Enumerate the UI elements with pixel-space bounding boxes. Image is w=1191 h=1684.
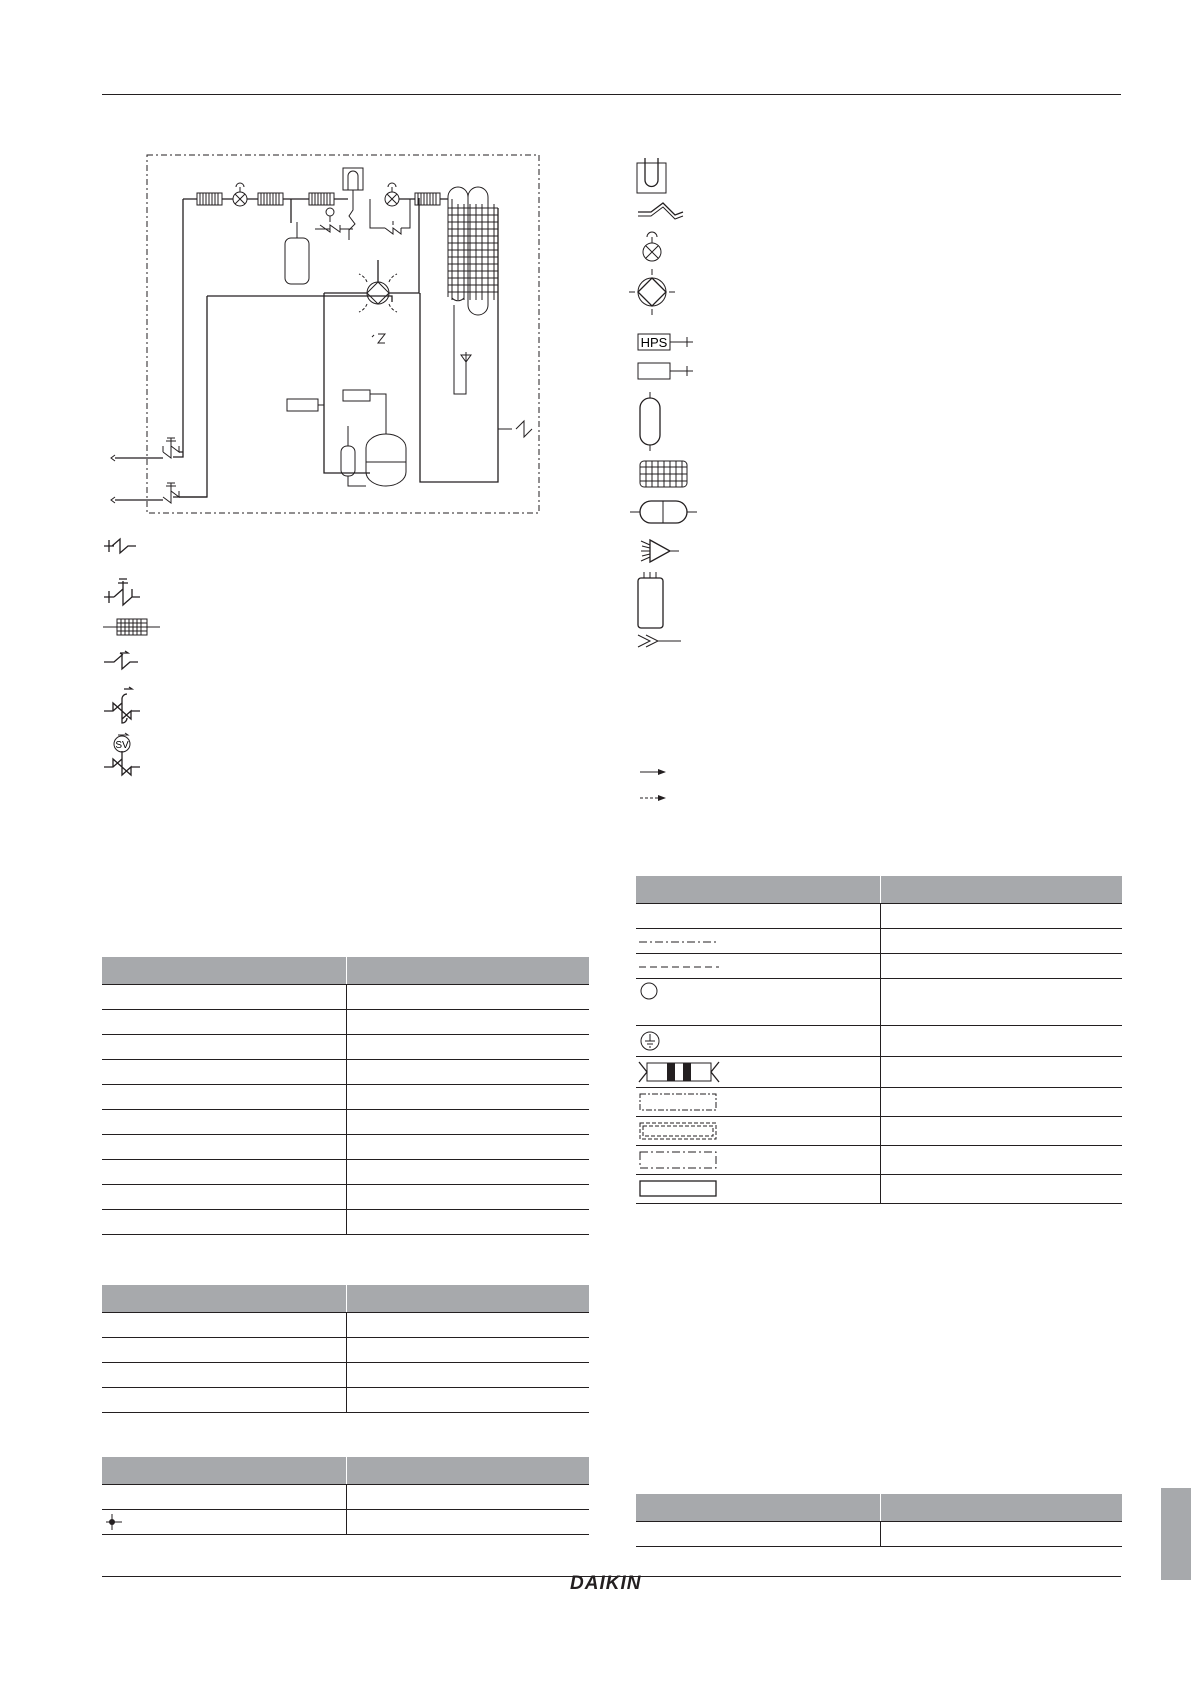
legend-table-2	[102, 1285, 589, 1413]
table-row	[636, 929, 1122, 954]
hps-label: HPS	[640, 335, 668, 350]
capillary-tube-icon	[637, 158, 666, 193]
table-header	[636, 1494, 880, 1522]
table-row	[102, 1210, 589, 1235]
expansion-valve-icon	[643, 232, 661, 261]
four-way-valve-icon	[629, 269, 675, 315]
table-row	[102, 1060, 589, 1085]
legend-table-1	[102, 957, 589, 1235]
table-row	[102, 1185, 589, 1210]
pcb-box-icon	[639, 1180, 719, 1198]
pressure-switch-icon	[638, 334, 693, 350]
option-box-icon	[639, 1122, 719, 1140]
table-row	[102, 1313, 589, 1338]
connector-icon	[639, 1060, 719, 1084]
table-row	[102, 1338, 589, 1363]
table-row	[102, 1510, 589, 1535]
field-supply-box-icon	[639, 1093, 719, 1111]
flare-connection-icon	[638, 635, 681, 647]
table-header	[880, 876, 1122, 904]
capillary-tube-icon	[638, 203, 683, 219]
legend-table-3	[102, 1457, 589, 1535]
table-row	[636, 1146, 1122, 1175]
table-row	[102, 1485, 589, 1510]
table-row	[636, 979, 1122, 1026]
pressure-switch-icon	[638, 363, 693, 379]
table-row	[636, 1088, 1122, 1117]
table-row	[636, 1057, 1122, 1088]
table-row	[102, 1388, 589, 1413]
table-row	[636, 1117, 1122, 1146]
distributor-icon	[641, 540, 679, 562]
table-header	[346, 1285, 589, 1313]
table-header	[880, 1494, 1122, 1522]
terminal-icon	[639, 981, 659, 1001]
table-header	[346, 957, 589, 985]
not-mounted-box-icon	[639, 1151, 719, 1169]
table-row	[636, 1026, 1122, 1057]
table-row	[102, 1135, 589, 1160]
sv-label: SV	[115, 740, 129, 751]
table-row	[102, 1110, 589, 1135]
table-row	[102, 1085, 589, 1110]
legend-table-right-2	[636, 1494, 1122, 1547]
compressor-icon	[630, 501, 697, 523]
heat-exchanger-icon	[640, 461, 687, 487]
table-row	[102, 1010, 589, 1035]
junction-icon	[104, 1512, 124, 1532]
table-row	[636, 1522, 1122, 1547]
table-row	[102, 1035, 589, 1060]
table-header	[102, 1457, 346, 1485]
accumulator-icon	[640, 392, 660, 451]
dashed-line-icon	[639, 962, 719, 972]
table-header	[346, 1457, 589, 1485]
arrow-icon	[640, 769, 666, 775]
arrow-icon	[640, 795, 666, 801]
daikin-logo: DAIKIN	[570, 1573, 642, 1594]
table-header	[636, 876, 880, 904]
ground-icon	[639, 1030, 661, 1052]
table-row	[102, 1160, 589, 1185]
table-row	[636, 904, 1122, 929]
table-row	[636, 1175, 1122, 1204]
table-header	[102, 1285, 346, 1313]
wiring-legend-table	[636, 876, 1122, 1204]
dash-dot-line-icon	[639, 937, 719, 947]
table-header	[102, 957, 346, 985]
table-row	[636, 954, 1122, 979]
receiver-icon	[638, 572, 663, 628]
table-row	[102, 985, 589, 1010]
table-row	[102, 1363, 589, 1388]
chapter-tab	[1161, 1488, 1191, 1580]
